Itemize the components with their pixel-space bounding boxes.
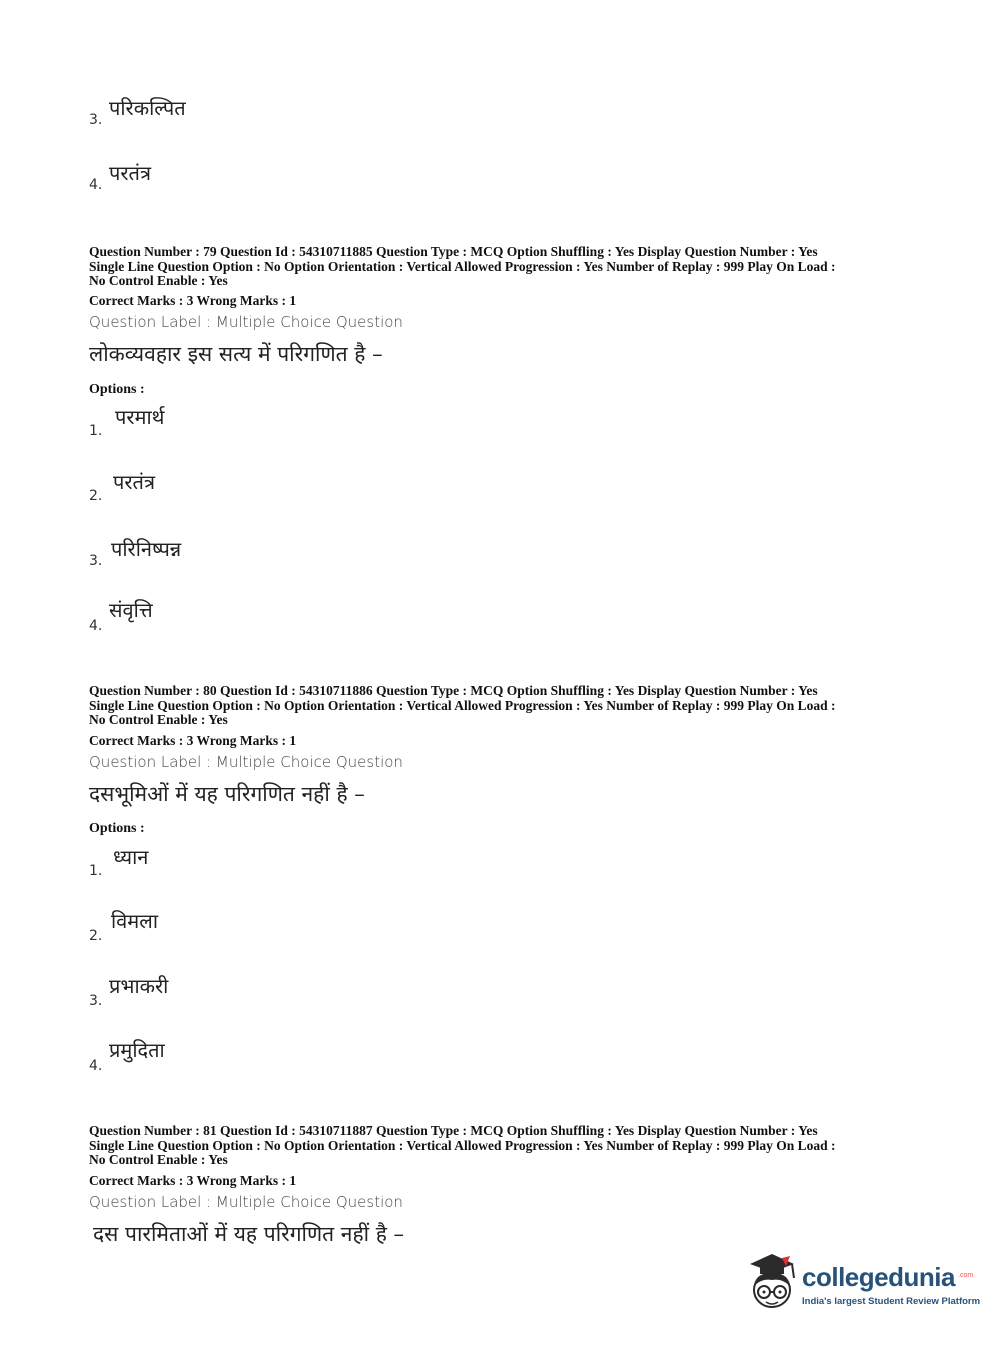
option-text: परमार्थ xyxy=(115,405,165,429)
option-number: 3. xyxy=(89,553,103,569)
marks-line: Correct Marks : 3 Wrong Marks : 1 xyxy=(89,733,297,748)
option-number: 1. xyxy=(89,863,103,879)
options-heading: Options : xyxy=(89,821,145,836)
question-text: दसभूमिओं में यह परिगणित नहीं है – xyxy=(89,782,365,806)
option-number: 4. xyxy=(89,1058,103,1074)
options-heading: Options : xyxy=(89,382,145,397)
option-number: 4. xyxy=(89,618,103,634)
option-text: परतंत्र xyxy=(113,470,155,494)
option-number: 2. xyxy=(89,488,103,504)
logo-wordmark: collegedunia xyxy=(802,1262,955,1292)
mascot-icon xyxy=(742,1250,800,1312)
option-number: 2. xyxy=(89,928,103,944)
logo-suffix: .com xyxy=(958,1272,974,1279)
meta-line: Question Number : 80 Question Id : 54310711886 Question Type : MCQ Option Shuffling : Yes Display Question Number : Yes xyxy=(89,683,818,698)
marks-line: Correct Marks : 3 Wrong Marks : 1 xyxy=(89,293,297,308)
question-meta xyxy=(89,1124,919,1168)
question-label: Question Label : Multiple Choice Question xyxy=(89,1193,403,1211)
option-text: परतंत्र xyxy=(109,161,151,185)
option-text: संवृत्ति xyxy=(109,598,153,622)
option-text: परिकल्पित xyxy=(109,96,186,120)
meta-line: No Control Enable : Yes xyxy=(89,1152,228,1167)
option-text: परिनिष्पन्न xyxy=(111,537,182,561)
logo-tagline: India's largest Student Review Platform xyxy=(802,1296,981,1307)
question-label: Question Label : Multiple Choice Question xyxy=(89,313,403,331)
option-number: 4. xyxy=(89,177,103,193)
option-text: प्रभाकरी xyxy=(109,974,169,998)
option-text: प्रमुदिता xyxy=(109,1038,165,1062)
option-text: विमला xyxy=(111,909,158,933)
question-text: दस पारमिताओं में यह परिगणित नहीं है – xyxy=(93,1222,405,1246)
collegedunia-logo xyxy=(742,1250,981,1320)
question-meta xyxy=(89,684,919,728)
meta-line: Question Number : 79 Question Id : 54310711885 Question Type : MCQ Option Shuffling : Yes Display Question Number : Yes xyxy=(89,244,818,259)
meta-line: No Control Enable : Yes xyxy=(89,273,228,288)
option-number: 3. xyxy=(89,993,103,1009)
option-number: 1. xyxy=(89,423,103,439)
meta-line: Question Number : 81 Question Id : 54310711887 Question Type : MCQ Option Shuffling : Yes Display Question Number : Yes xyxy=(89,1123,818,1138)
question-label: Question Label : Multiple Choice Question xyxy=(89,753,403,771)
meta-line: No Control Enable : Yes xyxy=(89,712,228,727)
meta-line: Single Line Question Option : No Option Orientation : Vertical Allowed Progression : Yes Number of Replay : 999 Play On Load : xyxy=(89,258,836,274)
question-text: लोकव्यवहार इस सत्य में परिगणित है – xyxy=(89,342,383,366)
option-number: 3. xyxy=(89,112,103,128)
meta-line: Single Line Question Option : No Option Orientation : Vertical Allowed Progression : Yes Number of Replay : 999 Play On Load : xyxy=(89,697,836,713)
option-text: ध्यान xyxy=(113,845,149,869)
meta-line: Single Line Question Option : No Option Orientation : Vertical Allowed Progression : Yes Number of Replay : 999 Play On Load : xyxy=(89,1137,836,1153)
question-meta xyxy=(89,245,919,289)
marks-line: Correct Marks : 3 Wrong Marks : 1 xyxy=(89,1173,297,1188)
